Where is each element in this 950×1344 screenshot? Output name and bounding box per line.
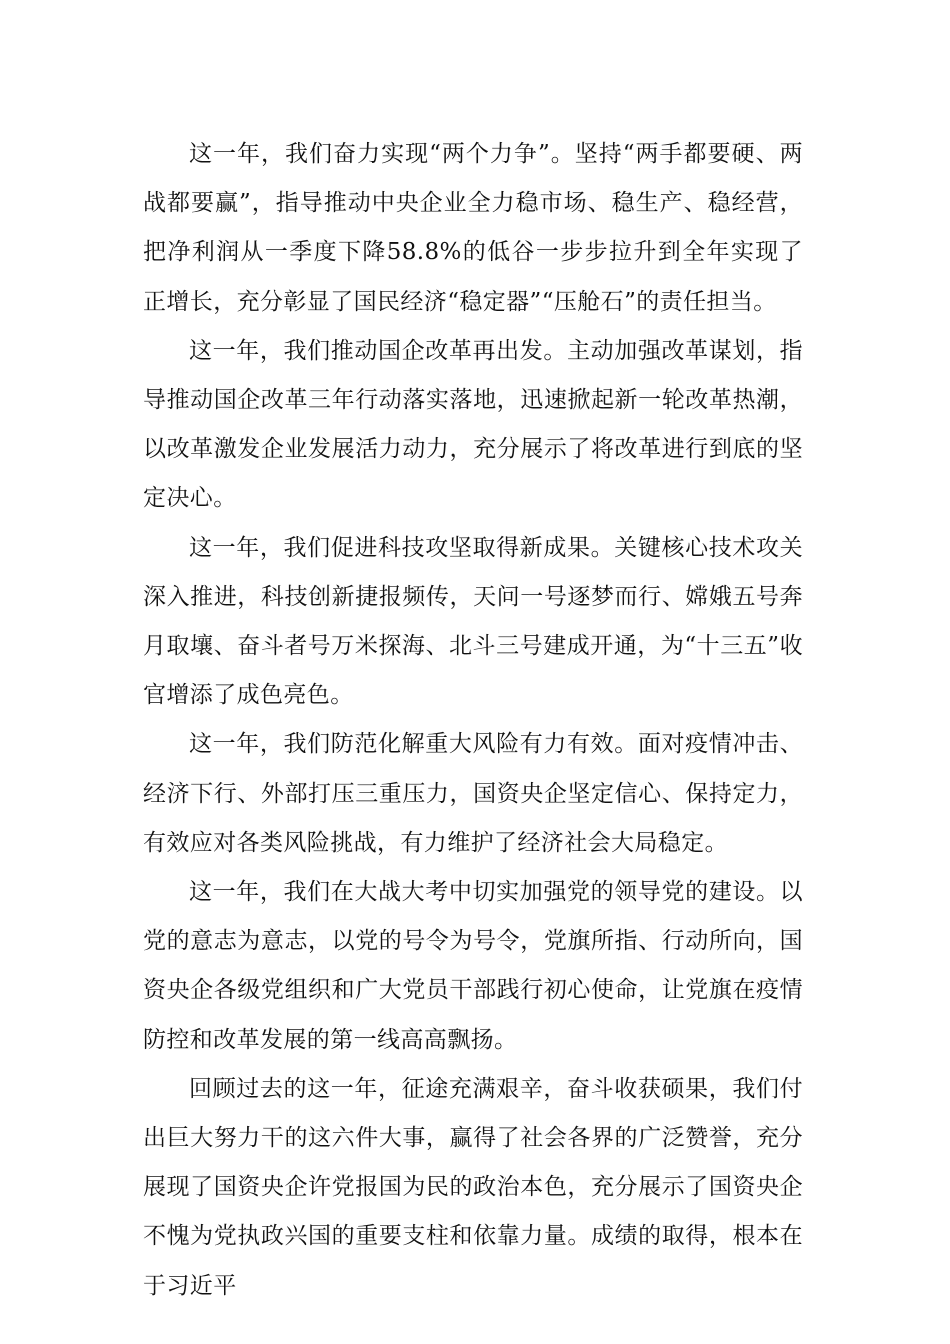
paragraph-risk-prevention: 这一年，我们防范化解重大风险有力有效。面对疫情冲击、经济下行、外部打压三重压力，国资央企坚定信心、保持定力，有效应对各类风险挑战，有力维护了经济社会大局稳定。	[143, 731, 803, 856]
body-text	[143, 130, 803, 1311]
paragraph-reform: 这一年，我们推动国企改革再出发。主动加强改革谋划，指导推动国企改革三年行动落实落地，迅速掀起新一轮改革热潮，以改革激发企业发展活力动力，充分展示了将改革进行到底的坚定决心。	[143, 337, 803, 512]
paragraph-two-strives: 这一年，我们奋力实现“两个力争”。坚持“两手都要硬、两战都要赢”，指导推动中央企业全力稳市场、稳生产、稳经营，把净利润从一季度下降58.8%的低谷一步步拉升到全年实现了正增长，充分彰显了国民经济“稳定器”“压舱石”的责任担当。	[143, 141, 803, 315]
paragraph-review: 回顾过去的这一年，征途充满艰辛，奋斗收获硕果，我们付出巨大努力干的这六件大事，赢得了社会各界的广泛赞誉，充分展现了国资央企许党报国为民的政治本色，充分展示了国资央企不愧为党执政兴国的重要支柱和依靠力量。成绩的取得，根本在于习近平	[143, 1075, 803, 1299]
paragraph-technology: 这一年，我们促进科技攻坚取得新成果。关键核心技术攻关深入推进，科技创新捷报频传，天问一号逐梦而行、嫦娥五号奔月取壤、奋斗者号万米探海、北斗三号建成开通，为“十三五”收官增添了成色亮色。	[143, 534, 803, 709]
paragraph-party-building: 这一年，我们在大战大考中切实加强党的领导党的建设。以党的意志为意志，以党的号令为号令，党旗所指、行动所向，国资央企各级党组织和广大党员干部践行初心使命，让党旗在疫情防控和改革发展的第一线高高飘扬。	[143, 879, 803, 1053]
